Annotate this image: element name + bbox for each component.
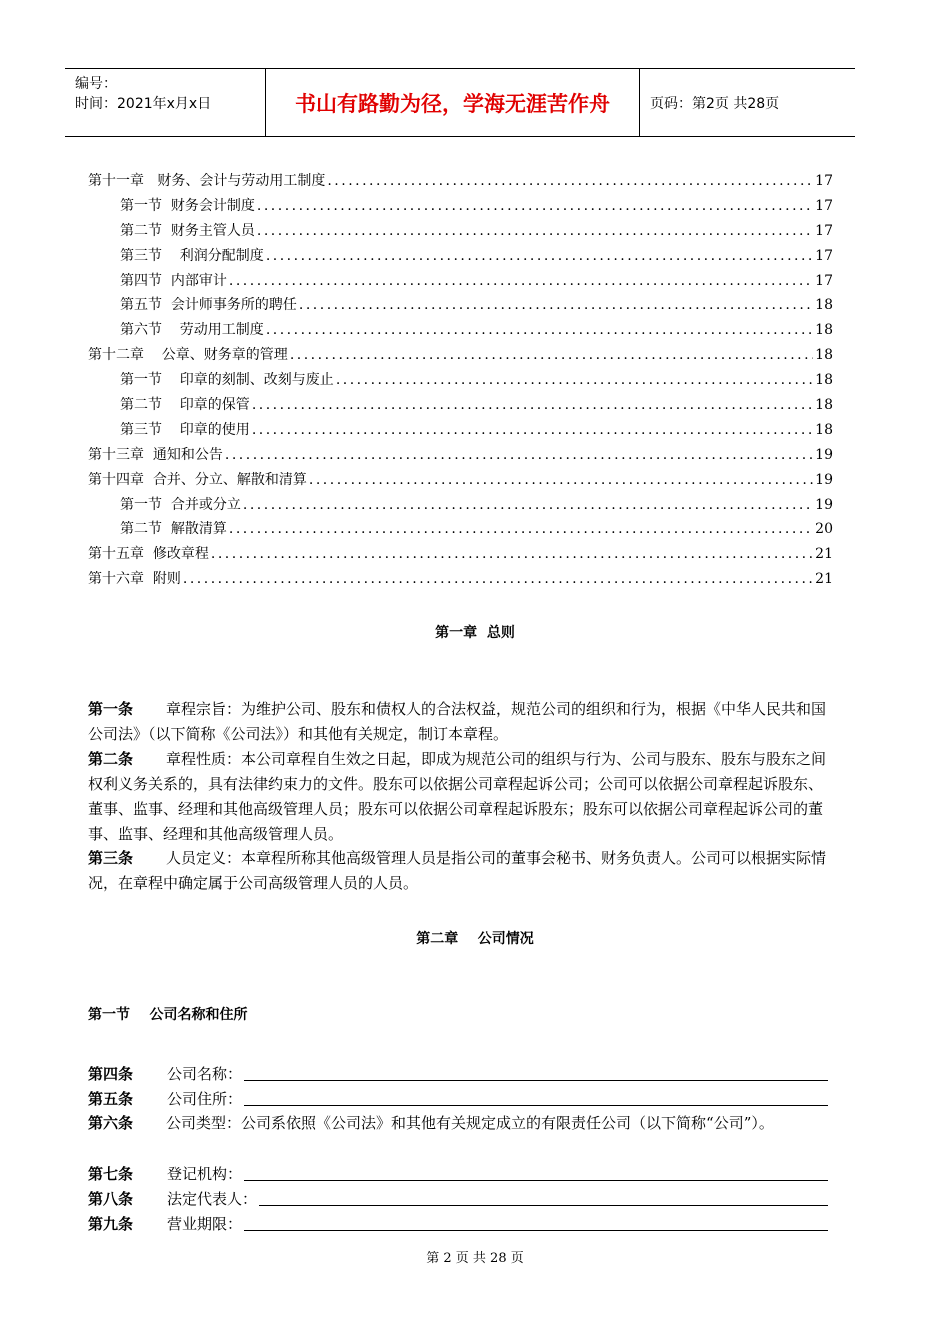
toc-entry[interactable] [88, 469, 833, 494]
toc-leader-dots [327, 173, 813, 189]
toc-entry[interactable] [88, 195, 833, 220]
toc-entry-title: 第二节 印章的保管 [120, 397, 250, 414]
article-text: 章程性质：本公司章程自生效之日起，即成为规范公司的组织与行为、公司与股东、股东与股东之间权利义务关系的，具有法律约束力的文件。股东可以依据公司章程起诉公司；公司可以依据公司章程起诉股东、董事、监事、经理和其他高级管理人员；股东可以依据公司章程起诉股东；股东可以依据公司章程起诉公司的董事、监事、经理和其他高级管理人员。 [88, 750, 827, 843]
article-text: 人员定义：本章程所称其他高级管理人员是指公司的董事会秘书、财务负责人。公司可以根据实际情况，在章程中确定属于公司高级管理人员的人员。 [88, 849, 827, 892]
toc-leader-dots [225, 447, 813, 463]
toc-entry-page: 21 [815, 546, 833, 563]
toc-entry[interactable] [88, 369, 833, 394]
toc-entry-page: 18 [815, 322, 833, 339]
blank-fill-line[interactable] [244, 1180, 828, 1181]
section-title: 第一节 公司名称和住所 [88, 1007, 248, 1023]
toc-entry-page: 19 [815, 471, 833, 488]
toc-entry[interactable] [88, 543, 833, 568]
field-label: 公司住所： [167, 1090, 243, 1108]
toc-entry[interactable] [88, 270, 833, 295]
toc-entry-title: 第二节 解散清算 [120, 521, 227, 538]
toc-entry-title: 第一节 合并或分立 [120, 496, 241, 513]
toc-entry[interactable] [88, 568, 833, 593]
toc-entry-page: 18 [815, 421, 833, 438]
toc-entry[interactable] [88, 394, 833, 419]
header-motto: 书山有路勤为径，学海无涯苦作舟 [266, 69, 640, 136]
field-label: 公司名称： [167, 1065, 243, 1083]
toc-entry-title: 第四节 内部审计 [120, 272, 227, 289]
article [88, 747, 833, 847]
toc-entry-page: 17 [815, 247, 833, 264]
article [88, 1111, 833, 1136]
form-field-company-address [88, 1085, 828, 1109]
toc-entry-page: 19 [815, 446, 833, 463]
toc-entry[interactable] [88, 294, 833, 319]
toc-entry[interactable] [88, 518, 833, 543]
toc-entry-title: 第六节 劳动用工制度 [120, 322, 264, 339]
toc-entry-title: 第十一章 财务、会计与劳动用工制度 [88, 173, 326, 189]
toc-entry-title: 第十三章 通知和公告 [88, 446, 223, 463]
toc-entry-page: 20 [815, 521, 833, 538]
article-number: 第九条 [88, 1215, 134, 1233]
form-field-company-name [88, 1060, 828, 1084]
toc-leader-dots [290, 347, 813, 363]
toc-entry-title: 第十六章 附则 [88, 571, 181, 588]
toc-entry-title: 第十五章 修改章程 [88, 546, 209, 563]
toc-entry[interactable] [88, 170, 833, 195]
toc-entry-page: 18 [815, 372, 833, 389]
toc-entry[interactable] [88, 494, 833, 519]
header-number: 编号： [75, 76, 117, 92]
toc-leader-dots [229, 273, 813, 289]
form-field-registration-authority [88, 1160, 828, 1184]
blank-fill-line[interactable] [244, 1105, 828, 1106]
chapter-title: 第一章 总则 [435, 625, 515, 641]
toc-entry-page: 19 [815, 496, 833, 513]
toc-entry[interactable] [88, 419, 833, 444]
page-header [65, 68, 855, 137]
blank-fill-line[interactable] [244, 1080, 828, 1081]
toc-entry-title: 第三节 利润分配制度 [120, 247, 264, 264]
field-label: 营业期限： [167, 1215, 243, 1233]
form-field-business-term [88, 1210, 828, 1234]
article-number: 第七条 [88, 1165, 134, 1183]
toc-entry-page: 18 [815, 397, 833, 414]
toc-entry-title: 第五节 会计师事务所的聘任 [120, 297, 297, 314]
article-number: 第四条 [88, 1065, 134, 1083]
toc-entry-title: 第十四章 合并、分立、解散和清算 [88, 471, 307, 488]
toc-entry-title: 第三节 印章的使用 [120, 421, 250, 438]
toc-entry-title: 第十二章 公章、财务章的管理 [88, 347, 288, 364]
toc-leader-dots [266, 322, 813, 338]
toc-leader-dots [309, 472, 813, 488]
toc-entry-page: 18 [815, 347, 833, 364]
toc-entry-page: 17 [815, 222, 833, 239]
toc-entry-title: 第一节 财务会计制度 [120, 197, 255, 214]
toc-leader-dots [252, 397, 813, 413]
toc-leader-dots [299, 297, 813, 313]
article-number: 第一条 [88, 700, 134, 718]
article-text: 公司类型：公司系依照《公司法》和其他有关规定成立的有限责任公司（以下简称“公司”）。 [166, 1114, 774, 1132]
toc-entry[interactable] [88, 444, 833, 469]
toc-entry-title: 第二节 财务主管人员 [120, 222, 255, 239]
header-page-number: 页码：第2页 共28页 [650, 95, 780, 112]
toc-entry-page: 17 [815, 197, 833, 214]
toc-entry[interactable] [88, 344, 833, 369]
toc-entry[interactable] [88, 245, 833, 270]
toc-leader-dots [229, 521, 813, 537]
table-of-contents [88, 170, 833, 593]
toc-leader-dots [243, 497, 813, 513]
toc-leader-dots [266, 248, 813, 264]
article-number: 第二条 [88, 750, 134, 768]
toc-leader-dots [257, 223, 813, 239]
chapter-title: 第二章 公司情况 [416, 931, 534, 947]
toc-entry-title: 第一节 印章的刻制、改刻与废止 [120, 372, 334, 389]
toc-entry-page: 17 [815, 173, 833, 189]
field-label: 法定代表人： [167, 1190, 258, 1208]
article-text: 章程宗旨：为维护公司、股东和债权人的合法权益，规范公司的组织和行为，根据《中华人民共和国公司法》（以下简称《公司法》）和其他有关规定，制订本章程。 [88, 700, 827, 743]
form-field-legal-representative [88, 1185, 828, 1209]
article-number: 第五条 [88, 1090, 134, 1108]
toc-leader-dots [211, 546, 813, 562]
article-number: 第三条 [88, 849, 134, 867]
field-label: 登记机构： [167, 1165, 243, 1183]
toc-leader-dots [183, 571, 813, 587]
toc-leader-dots [257, 198, 813, 214]
article-number: 第八条 [88, 1190, 134, 1208]
toc-entry-page: 17 [815, 272, 833, 289]
header-info [65, 69, 266, 136]
blank-fill-line[interactable] [244, 1230, 828, 1231]
toc-entry-page: 21 [815, 571, 833, 588]
article-number: 第六条 [88, 1114, 134, 1132]
article [88, 697, 833, 747]
header-time: 时间：2021年x月x日 [75, 96, 212, 112]
page-footer: 第 2 页 共 28 页 [426, 1251, 524, 1266]
article [88, 846, 833, 896]
toc-entry[interactable] [88, 220, 833, 245]
toc-leader-dots [252, 422, 813, 438]
toc-entry-page: 18 [815, 297, 833, 314]
blank-fill-line[interactable] [259, 1205, 828, 1206]
toc-entry[interactable] [88, 319, 833, 344]
toc-leader-dots [336, 372, 813, 388]
